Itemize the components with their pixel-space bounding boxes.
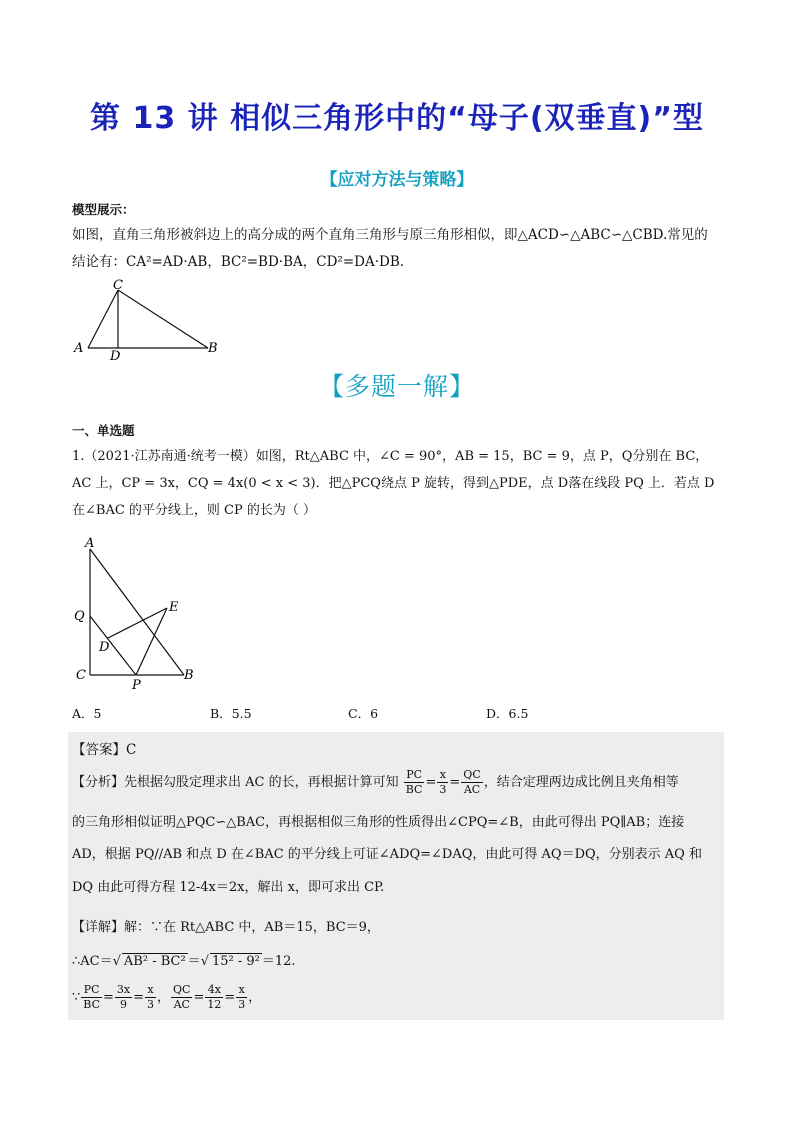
denominator: BC <box>83 998 100 1011</box>
fraction <box>115 983 132 1012</box>
detail-text: 解：∵在 Rt△ABC 中，AB＝15，BC＝9， <box>124 920 380 935</box>
separator: ， <box>248 990 262 1005</box>
equals: = <box>103 990 114 1005</box>
fraction <box>171 983 192 1012</box>
numerator: x <box>236 983 247 998</box>
numerator: 3x <box>116 983 131 996</box>
choice-letter: C． <box>348 706 371 721</box>
denominator: 9 <box>120 998 127 1011</box>
numerator: QC <box>463 768 481 781</box>
detail-line-1 <box>72 916 380 935</box>
figure-rotation <box>70 534 200 692</box>
question-1 <box>72 443 722 524</box>
analysis-text: 先根据勾股定理求出 AC 的长，再根据计算可知 <box>124 775 399 790</box>
answer-line <box>72 738 136 758</box>
equals: = <box>224 990 236 1005</box>
numerator: x <box>145 983 156 998</box>
question-line-1: 1.（2021·江苏南通·统考一模）如图，Rt△ABC 中，∠C = 90°，AB = 15，BC = 9，点 P，Q分别在 BC， <box>72 449 709 464</box>
choice-letter: B． <box>210 706 232 721</box>
section-label: 一、单选题 <box>72 423 135 438</box>
question-line-2: AC 上，CP = 3x，CQ = 4x(0 < x < 3)．把△PCQ绕点 P 旋转，得到△PDE，点 D落在线段 PQ 上．若点 D <box>72 476 715 491</box>
denominator: AC <box>463 783 481 796</box>
fraction <box>437 768 448 797</box>
choice-letter: A． <box>72 706 94 721</box>
strategy-heading: 【应对方法与策略】 <box>320 170 474 190</box>
numerator: 4x <box>205 983 223 998</box>
model-line-2: 结论有：CA²=AD·AB，BC²=BD·BA，CD²=DA·DB. <box>72 254 405 270</box>
analysis-line-3: AD，根据 PQ//AB 和点 D 在∠BAC 的平分线上可证∠ADQ=∠DAQ，由此可得 AQ＝DQ，分别表示 AQ 和 <box>72 847 702 862</box>
label-a: A <box>85 536 95 551</box>
side-cb <box>118 290 208 348</box>
choice-b[interactable] <box>210 704 252 722</box>
fraction <box>145 983 156 1012</box>
segment-pe <box>136 608 167 675</box>
fraction <box>461 768 482 797</box>
numerator: QC <box>173 983 191 996</box>
detail-line-3 <box>72 983 261 1012</box>
equals: = <box>425 775 437 790</box>
equals: = <box>193 990 205 1005</box>
question-line-3: 在∠BAC 的平分线上，则 CP 的长为（ ） <box>72 503 317 518</box>
choice-value: 6.5 <box>508 706 529 721</box>
denominator: 12 <box>207 998 222 1011</box>
fraction <box>404 768 425 797</box>
choice-value: 5 <box>93 706 102 721</box>
page-title: 第 13 讲 相似三角形中的“母子(双垂直)”型 <box>90 101 704 136</box>
label-p: P <box>132 678 141 692</box>
numerator: x <box>437 768 448 783</box>
detail-text: ∴AC＝ <box>72 954 113 969</box>
denominator: 3 <box>439 783 447 796</box>
label-a: A <box>74 341 84 356</box>
section-banner: 【多题一解】 <box>318 372 475 401</box>
label-c: C <box>76 668 86 683</box>
label-d: D <box>110 349 121 364</box>
choice-value: 6 <box>370 706 379 721</box>
denominator: 3 <box>238 998 246 1011</box>
label-b: B <box>184 668 194 683</box>
analysis-text: ，结合定理两边成比例且夹角相等 <box>483 775 679 790</box>
analysis-line-1 <box>72 768 679 797</box>
denominator: 3 <box>147 998 155 1011</box>
separator: ， <box>157 990 171 1005</box>
answer-value: C <box>126 742 137 758</box>
label-c: C <box>113 278 123 293</box>
analysis-line-2: 的三角形相似证明△PQC∽△BAC，再根据相似三角形的性质得出∠CPQ=∠B，由此可得出 PQ∥AB；连接 <box>72 815 685 830</box>
label-q: Q <box>74 609 85 624</box>
detail-line-2: ∴AC＝√ AB² - BC² ＝√ 15² - 9² ＝12. <box>72 954 296 969</box>
equals: = <box>133 990 145 1005</box>
side-ac <box>88 290 118 348</box>
radicand: 15² - 9² <box>211 954 260 969</box>
numerator: PC <box>404 768 425 783</box>
figure-right-triangle <box>70 278 230 364</box>
model-line-1: 如图，直角三角形被斜边上的高分成的两个直角三角形与原三角形相似，即△ACD∽△ABC∽△CBD.常见的 <box>72 227 708 243</box>
radicand: AB² - BC² <box>123 954 186 969</box>
choice-letter: D． <box>486 706 509 721</box>
choice-value: 5.5 <box>231 706 252 721</box>
label-d: D <box>99 640 110 655</box>
fraction <box>236 983 247 1012</box>
analysis-tag: 【分析】 <box>72 775 125 790</box>
detail-tag: 【详解】 <box>72 920 125 935</box>
model-label: 模型展示： <box>72 202 135 217</box>
choice-d[interactable] <box>486 704 528 722</box>
answer-tag: 【答案】 <box>72 742 126 758</box>
denominator: BC <box>405 783 423 796</box>
detail-text: ∵ <box>72 990 81 1005</box>
label-b: B <box>208 341 218 356</box>
choice-c[interactable] <box>348 704 378 722</box>
analysis-line-4: DQ 由此可得方程 12-4x＝2x，解出 x，即可求出 CP. <box>72 880 385 895</box>
fraction <box>81 983 102 1012</box>
segment-qp <box>90 616 136 675</box>
numerator: PC <box>81 983 102 998</box>
equals: ＝ <box>187 954 201 969</box>
equals: = <box>449 775 461 790</box>
detail-text: ＝12. <box>261 954 296 969</box>
choice-a[interactable] <box>72 704 101 722</box>
label-e: E <box>169 600 179 615</box>
denominator: AC <box>173 998 190 1011</box>
model-description <box>72 222 722 276</box>
fraction <box>205 983 223 1012</box>
